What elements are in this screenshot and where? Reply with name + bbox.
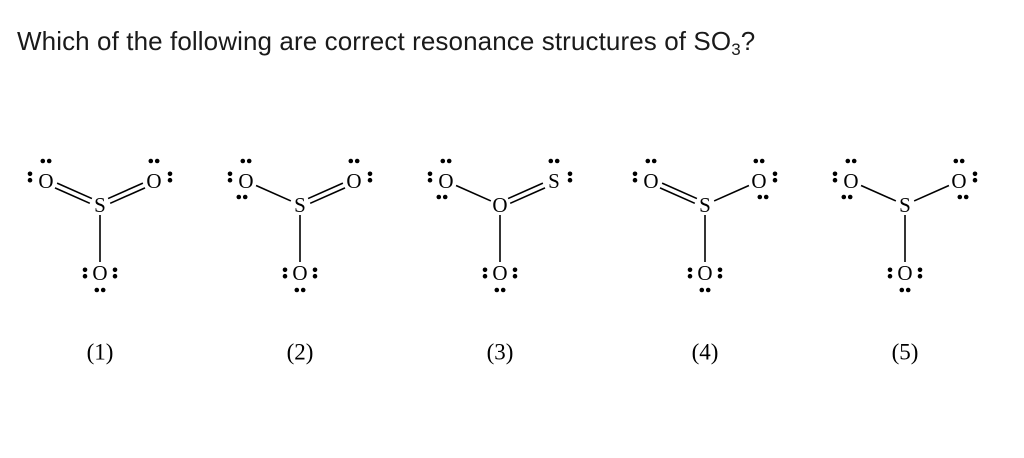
bottom-atom-symbol: O [697, 261, 713, 285]
left-bond-line [256, 185, 291, 200]
right-lone-pair-electron [149, 159, 154, 164]
left-bond-line [456, 185, 491, 200]
bottom-lone-pair-electron [113, 268, 118, 273]
left-lone-pair-electron [848, 195, 853, 200]
bottom-atom-symbol: O [492, 261, 508, 285]
right-lone-pair-electron [760, 159, 765, 164]
bottom-lone-pair-electron [301, 288, 306, 293]
bottom-lone-pair-electron [313, 268, 318, 273]
right-lone-pair-electron [773, 172, 778, 177]
right-lone-pair-electron [155, 159, 160, 164]
structure-2 [228, 159, 373, 365]
center-atom-symbol: S [899, 193, 911, 217]
left-lone-pair-electron [428, 178, 433, 183]
bottom-lone-pair-electron [718, 268, 723, 273]
bottom-lone-pair-electron [101, 288, 106, 293]
bottom-lone-pair-electron [483, 268, 488, 273]
right-atom-symbol: S [548, 169, 560, 193]
bottom-lone-pair-electron [688, 268, 693, 273]
bottom-lone-pair-electron [95, 288, 100, 293]
question-prefix: Which of the following are correct resonance structures of SO [17, 26, 732, 56]
left-lone-pair-electron [842, 195, 847, 200]
bottom-lone-pair-electron [688, 274, 693, 279]
bottom-lone-pair-electron [718, 274, 723, 279]
structure-label: (2) [286, 339, 314, 365]
right-lone-pair-electron [168, 178, 173, 183]
bottom-lone-pair-electron [706, 288, 711, 293]
center-atom-symbol: O [492, 193, 508, 217]
left-atom-symbol: O [238, 169, 254, 193]
left-lone-pair-electron [846, 159, 851, 164]
right-bond-line [914, 185, 949, 200]
bottom-atom-symbol: O [292, 261, 308, 285]
right-atom-symbol: O [346, 169, 362, 193]
right-lone-pair-electron [555, 159, 560, 164]
left-lone-pair-electron [228, 178, 233, 183]
bottom-atom-symbol: O [92, 261, 108, 285]
structure-label: (4) [691, 339, 719, 365]
right-lone-pair-electron [549, 159, 554, 164]
left-lone-pair-electron [28, 172, 33, 177]
left-lone-pair-electron [243, 195, 248, 200]
right-lone-pair-electron [958, 195, 963, 200]
left-lone-pair-electron [633, 172, 638, 177]
bottom-lone-pair-electron [700, 288, 705, 293]
left-lone-pair-electron [441, 159, 446, 164]
question-subscript: 3 [731, 40, 741, 59]
bottom-lone-pair-electron [888, 274, 893, 279]
left-lone-pair-electron [447, 159, 452, 164]
bottom-lone-pair-electron [295, 288, 300, 293]
bottom-lone-pair-electron [313, 274, 318, 279]
bottom-lone-pair-electron [513, 274, 518, 279]
left-atom-symbol: O [643, 169, 659, 193]
right-lone-pair-electron [973, 172, 978, 177]
bottom-lone-pair-electron [83, 268, 88, 273]
bottom-lone-pair-electron [483, 274, 488, 279]
right-lone-pair-electron [355, 159, 360, 164]
bottom-lone-pair-electron [918, 274, 923, 279]
question-suffix: ? [740, 26, 756, 56]
structure-label: (5) [891, 339, 919, 365]
bottom-lone-pair-electron [83, 274, 88, 279]
center-atom-symbol: S [294, 193, 306, 217]
right-atom-symbol: O [146, 169, 162, 193]
left-lone-pair-electron [47, 159, 52, 164]
right-bond-line [714, 185, 749, 200]
left-lone-pair-electron [237, 195, 242, 200]
left-bond-line [861, 185, 896, 200]
left-lone-pair-electron [241, 159, 246, 164]
right-lone-pair-electron [964, 195, 969, 200]
right-lone-pair-electron [773, 178, 778, 183]
bottom-lone-pair-electron [906, 288, 911, 293]
center-atom-symbol: S [699, 193, 711, 217]
right-lone-pair-electron [368, 172, 373, 177]
bottom-lone-pair-electron [888, 268, 893, 273]
bottom-lone-pair-electron [513, 268, 518, 273]
left-lone-pair-electron [443, 195, 448, 200]
right-lone-pair-electron [973, 178, 978, 183]
bottom-lone-pair-electron [283, 268, 288, 273]
left-lone-pair-electron [437, 195, 442, 200]
bottom-lone-pair-electron [113, 274, 118, 279]
left-atom-symbol: O [843, 169, 859, 193]
bottom-atom-symbol: O [897, 261, 913, 285]
left-lone-pair-electron [646, 159, 651, 164]
structure-label: (1) [86, 339, 114, 365]
bottom-lone-pair-electron [283, 274, 288, 279]
right-lone-pair-electron [349, 159, 354, 164]
left-lone-pair-electron [833, 178, 838, 183]
left-lone-pair-electron [633, 178, 638, 183]
left-lone-pair-electron [28, 178, 33, 183]
bottom-lone-pair-electron [918, 268, 923, 273]
right-lone-pair-electron [764, 195, 769, 200]
bottom-lone-pair-electron [900, 288, 905, 293]
right-lone-pair-electron [960, 159, 965, 164]
left-lone-pair-electron [852, 159, 857, 164]
right-lone-pair-electron [754, 159, 759, 164]
right-lone-pair-electron [168, 172, 173, 177]
structure-3 [428, 159, 573, 365]
right-lone-pair-electron [954, 159, 959, 164]
left-atom-symbol: O [438, 169, 454, 193]
left-lone-pair-electron [247, 159, 252, 164]
structure-1 [28, 159, 173, 365]
bottom-lone-pair-electron [495, 288, 500, 293]
right-atom-symbol: O [951, 169, 967, 193]
bottom-lone-pair-electron [501, 288, 506, 293]
structure-5 [833, 159, 978, 365]
left-lone-pair-electron [228, 172, 233, 177]
right-atom-symbol: O [751, 169, 767, 193]
left-lone-pair-electron [652, 159, 657, 164]
left-atom-symbol: O [38, 169, 54, 193]
right-lone-pair-electron [568, 178, 573, 183]
left-lone-pair-electron [833, 172, 838, 177]
left-lone-pair-electron [428, 172, 433, 177]
structure-label: (3) [486, 339, 514, 365]
right-lone-pair-electron [368, 178, 373, 183]
right-lone-pair-electron [758, 195, 763, 200]
structure-4 [633, 159, 778, 365]
center-atom-symbol: S [94, 193, 106, 217]
left-lone-pair-electron [41, 159, 46, 164]
right-lone-pair-electron [568, 172, 573, 177]
